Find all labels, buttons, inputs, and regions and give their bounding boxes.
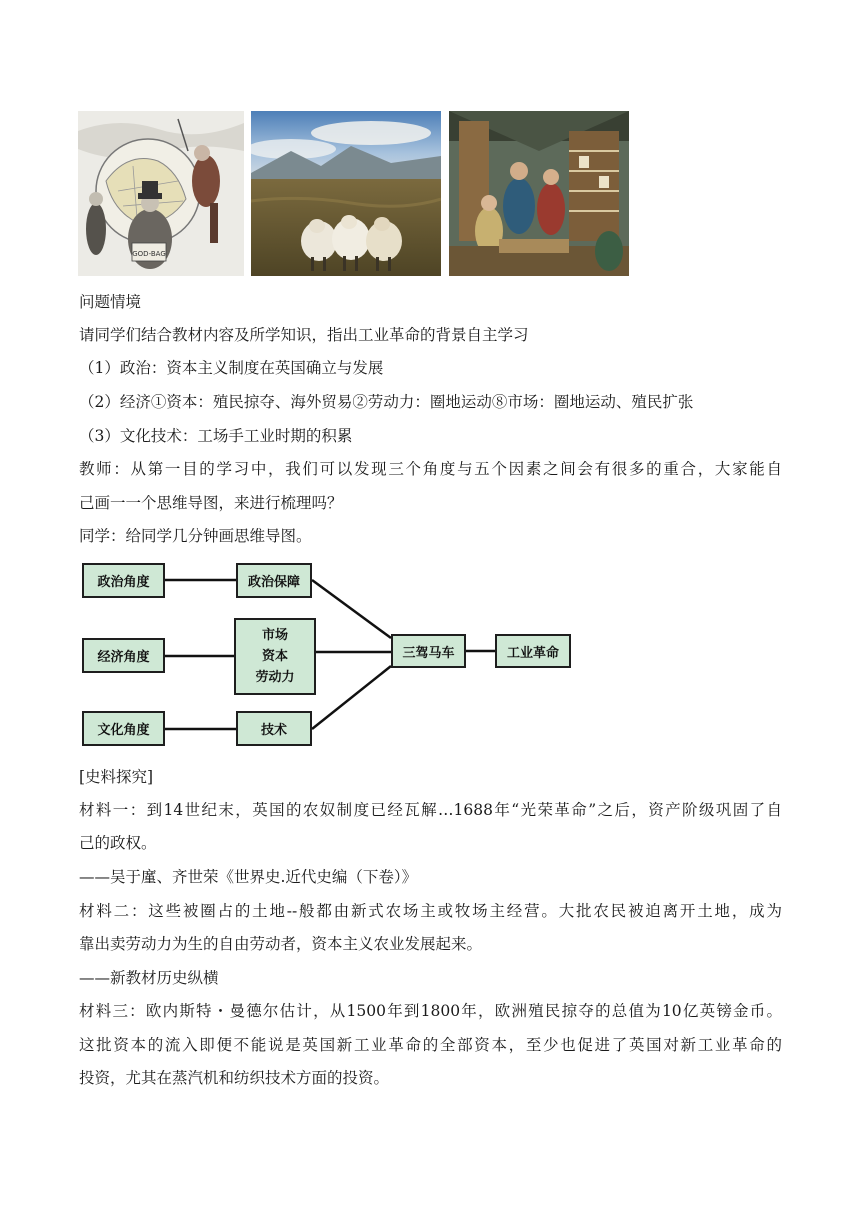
section-heading-problem: 问题情境 xyxy=(79,293,142,311)
paragraph-line: 这批资本的流入即便不能说是英国新工业革命的全部资本，至少也促进了英国对新工业革命的 xyxy=(79,1036,782,1054)
node-technology: 技术 xyxy=(236,711,312,746)
paragraph-line: 投资，尤其在蒸汽机和纺织技术方面的投资。 xyxy=(79,1069,390,1087)
paragraph-line: 己的政权。 xyxy=(79,834,157,852)
node-troika: 三驾马车 xyxy=(391,634,466,668)
paragraph-line: 请同学们结合教材内容及所学知识，指出工业革命的背景自主学习 xyxy=(79,326,529,344)
node-capital: 资本 xyxy=(261,649,288,664)
paragraph-line: 同学：给同学几分钟画思维导图。 xyxy=(79,527,312,545)
node-political-guarantee: 政治保障 xyxy=(236,563,312,598)
section-heading-sources: [史料探究] xyxy=(79,768,154,786)
node-labor: 劳动力 xyxy=(255,670,295,685)
cartoon-label: GOD-BAG xyxy=(132,250,166,258)
citation-line: ——吴于廑、齐世荣《世界史.近代史编（下卷）》 xyxy=(79,868,418,886)
node-market: 市场 xyxy=(261,628,288,643)
node-cultural-angle: 文化角度 xyxy=(82,711,165,746)
node-political-angle: 政治角度 xyxy=(82,563,165,598)
paragraph-line: 材料三：欧内斯特・曼德尔估计，从1500年到1800年，欧洲殖民掠夺的总值为10亿英镑金币。 xyxy=(79,1002,782,1020)
paragraph-line: （1）政治：资本主义制度在英国确立与发展 xyxy=(79,359,384,377)
node-industrial-revolution: 工业革命 xyxy=(495,634,571,668)
paragraph-line: 靠出卖劳动力为生的自由劳动者，资本主义农业发展起来。 xyxy=(79,935,483,953)
paragraph-line: 己画一一个思维导图，来进行梳理吗？ xyxy=(79,494,343,512)
citation-line: ——新教材历史纵横 xyxy=(79,969,219,987)
paragraph-line: 材料二：这些被圈占的土地--般都由新式农场主或牧场主经营。大批农民被迫离开土地，成为 xyxy=(79,902,782,920)
paragraph-line: （3）文化技术：工场手工业时期的积累 xyxy=(79,427,353,445)
node-economic-angle: 经济角度 xyxy=(82,638,165,673)
node-economic-factors xyxy=(234,618,316,695)
paragraph-line: 教师：从第一目的学习中，我们可以发现三个角度与五个因素之间会有很多的重合，大家能自 xyxy=(79,460,782,478)
paragraph-line: （2）经济①资本：殖民掠夺、海外贸易②劳动力：圈地运动⑧市场：圈地运动、殖民扩张 xyxy=(79,393,694,411)
paragraph-line: 材料一：到14世纪末，英国的农奴制度已经瓦解…1688年“光荣革命”之后，资产阶级巩固了自 xyxy=(79,801,782,819)
